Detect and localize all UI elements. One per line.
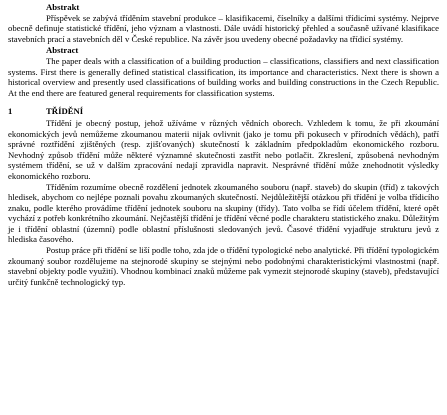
section-title: TŘÍDĚNÍ [46, 106, 84, 117]
section-number: 1 [8, 106, 13, 117]
section-spacer [8, 98, 439, 106]
abstract-cs-heading: Abstrakt [46, 2, 80, 12]
section-heading [8, 106, 439, 117]
abstract-czech [8, 2, 439, 44]
section-paragraph: Tříděním rozumíme obecně rozdělení jednotek zkoumaného souboru (např. staveb) do skupin (tříd) z takových hledisek, abychom co nejlépe poznali povahu zkoumaných skutečností. Nejdůležitější otázkou při třídění je volba třídicího znaku, podle kterého provádíme třídění jednotek souboru na skupiny (třídy). Tato volba se řídí účelem třídění, které opět vychází z potřeb konkrétního zkoumání. Nejčastější třídění je třídění věcné podle charakteru statistického znaku. Důležitým je i třídění oblastní (územní) podle oblastní příslušnosti sledovaných jevů. Časové třídění vyjadřuje strukturu jevů z hlediska časového. [8, 181, 439, 245]
abstract-en-text: The paper deals with a classification of a building production – classifications, classifiers and next classification systems. First there is generally defined statistical classification, its importance and characteristics. Next there is shown a historical overview and presently used classifications of building works and building constructions in the Czech Republic. At the end there are featured general requirements for classification systems. [8, 55, 439, 98]
abstract-english [8, 45, 439, 98]
abstract-cs-text: Příspěvek se zabývá tříděním stavební produkce – klasifikacemi, číselníky a dalšími třídicími systémy. Nejprve obecně definuje statistické třídění, jeho význam a vlastnosti. Dále uvádí historický přehled a současně užívané klasifikace stavebních prací a stavebních děl v České republice. Na závěr jsou uvedeny obecné požadavky na třídicí systémy. [8, 12, 439, 44]
section-paragraph: Třídění je obecný postup, jehož užíváme v různých vědních oborech. Vzhledem k tomu, že při zkoumání ekonomických jevů nemůžeme zkoumanou materii nijak ovlivnit (jako je tomu při pokusech v přírodních vědách), patří správné roztřídění zjištěných (resp. zjišťovaných) skutečností k základním předpokladům ekonomického rozboru. Nevhodný způsob třídění může některé významné skutečnosti zastřít nebo potlačit. Zkreslení, způsobená nevhodným systémem třídění, se už v dalším zpracování nedají zpravidla napravit. Nesprávné třídění může znehodnotit výsledky ekonomického rozboru. [8, 117, 439, 181]
abstract-en-heading: Abstract [46, 45, 79, 56]
section-paragraph: Postup práce při třídění se liší podle toho, zda jde o třídění typologické nebo analytické. Při třídění typologickém zkoumaný soubor rozdělujeme na stejnorodé skupiny se stejnými nebo podobnými charakteristickými vlastnostmi (např. stavební objekty podle využití). Vhodnou kombinací znaků můžeme pak vymezit stejnorodé skupiny (staveb), představující určitý funkčně technologický typ. [8, 245, 439, 287]
